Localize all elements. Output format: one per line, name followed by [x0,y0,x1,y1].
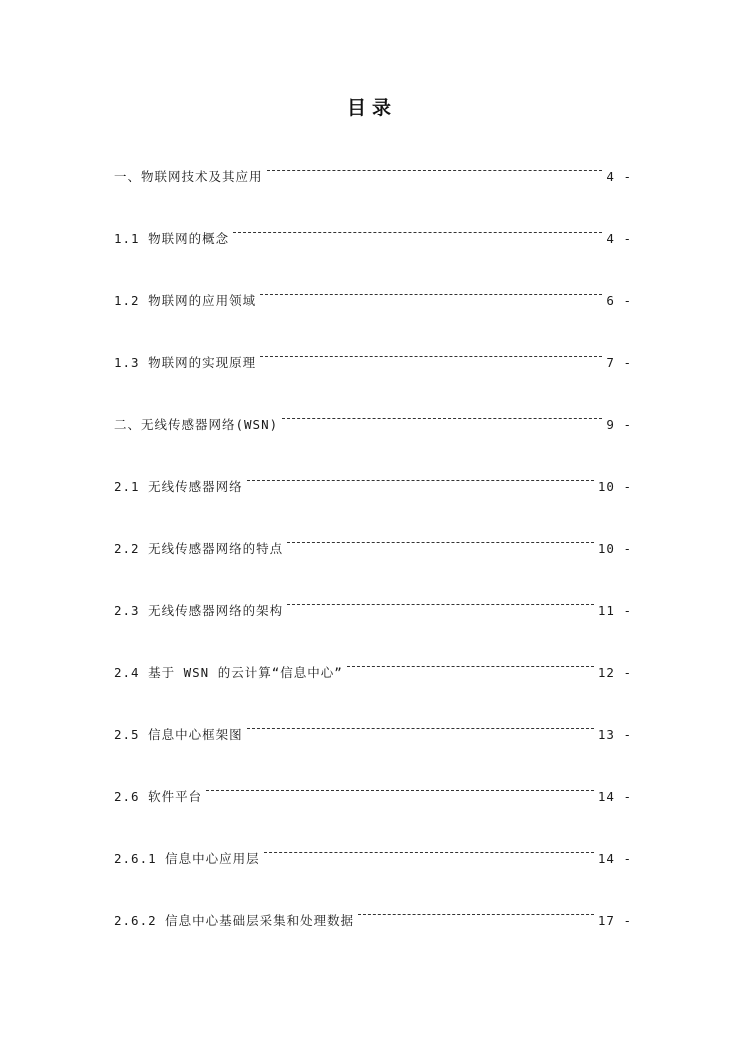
toc-leader [233,221,602,243]
toc-leader [287,593,594,615]
toc-entry-page: 17 - [597,913,632,928]
toc-entry-page: 9 - [606,417,632,432]
toc-entry-text: 一、物联网技术及其应用 [114,169,263,184]
toc-entry[interactable] [114,221,632,283]
toc-leader [287,531,594,553]
toc-entry[interactable] [114,469,632,531]
toc-entry[interactable] [114,159,632,221]
toc-leader [260,283,602,305]
toc-entry[interactable] [114,345,632,407]
toc-entry-page: 12 - [597,665,632,680]
toc-entry[interactable] [114,841,632,903]
toc-list [114,159,632,965]
toc-entry-text: 二、无线传感器网络(WSN) [114,417,279,432]
toc-entry-text: 2.4 基于 WSN 的云计算“信息中心” [114,665,343,680]
toc-entry-page: 10 - [597,479,632,494]
toc-entry[interactable] [114,593,632,655]
toc-entry-page: 4 - [606,231,632,246]
toc-entry-page: 13 - [597,727,632,742]
toc-entry-text: 2.6 软件平台 [114,789,203,804]
toc-entry-page: 14 - [597,789,632,804]
toc-entry[interactable] [114,655,632,717]
toc-leader [347,655,594,677]
toc-entry-text: 2.2 无线传感器网络的特点 [114,541,284,556]
toc-entry-page: 7 - [606,355,632,370]
toc-leader [358,903,594,925]
toc-entry[interactable] [114,903,632,965]
toc-entry-text: 1.3 物联网的实现原理 [114,355,257,370]
toc-entry-text: 1.1 物联网的概念 [114,231,230,246]
toc-entry-text: 2.6.1 信息中心应用层 [114,851,260,866]
toc-entry-text: 2.6.2 信息中心基础层采集和处理数据 [114,913,355,928]
toc-leader [260,345,602,367]
toc-title: 目录 [346,97,397,119]
toc-entry-text: 2.1 无线传感器网络 [114,479,243,494]
toc-leader [264,841,594,863]
toc-entry[interactable] [114,531,632,593]
toc-entry[interactable] [114,779,632,841]
toc-leader [247,717,594,739]
toc-entry-page: 11 - [597,603,632,618]
toc-entry[interactable] [114,407,632,469]
toc-entry-page: 10 - [597,541,632,556]
toc-leader [206,779,594,801]
toc-entry[interactable] [114,717,632,779]
toc-leader [282,407,602,429]
toc-leader [267,159,603,181]
toc-entry-text: 1.2 物联网的应用领域 [114,293,257,308]
toc-entry-text: 2.3 无线传感器网络的架构 [114,603,284,618]
toc-entry-text: 2.5 信息中心框架图 [114,727,243,742]
toc-leader [247,469,594,491]
toc-entry[interactable] [114,283,632,345]
toc-entry-page: 14 - [597,851,632,866]
toc-entry-page: 6 - [606,293,632,308]
toc-entry-page: 4 - [606,169,632,184]
